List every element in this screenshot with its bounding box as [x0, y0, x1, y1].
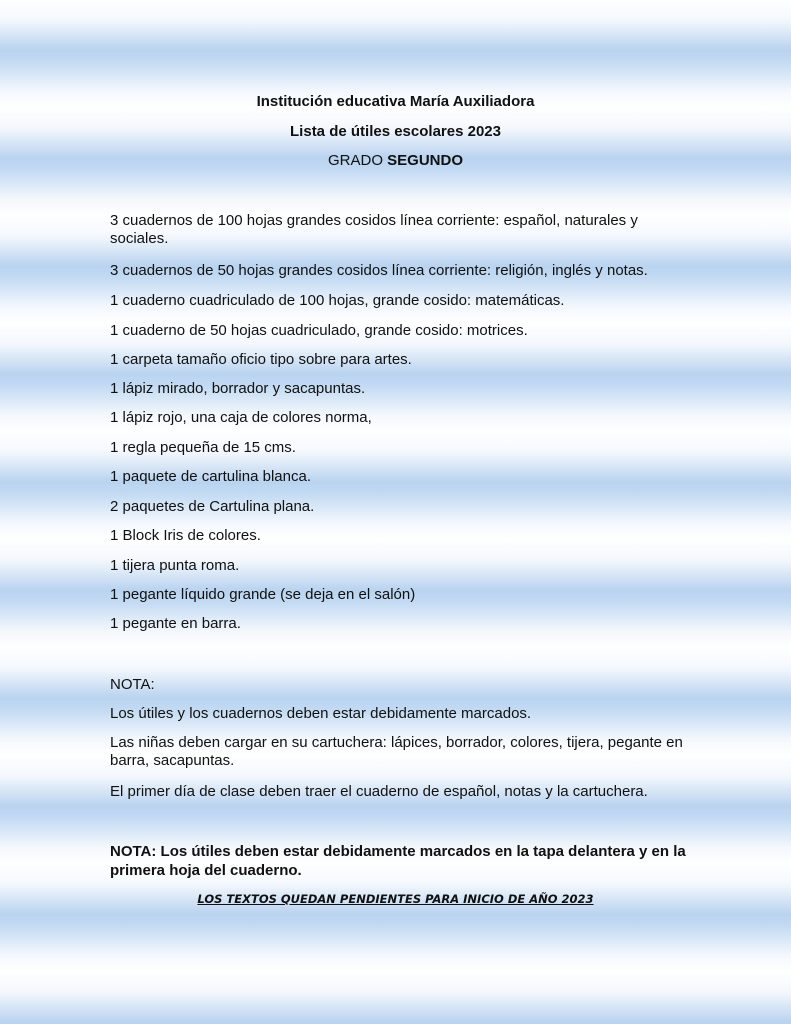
- note-heading: NOTA:: [110, 676, 155, 693]
- grade-line: [0, 152, 791, 169]
- list-item: 1 Block Iris de colores.: [110, 527, 261, 544]
- texts-notice: LOS TEXTOS QUEDAN PENDIENTES PARA INICIO DE AÑO 2023: [197, 892, 594, 906]
- list-item: 1 cuaderno de 50 hojas cuadriculado, grande cosido: motrices.: [110, 322, 528, 339]
- list-item: 2 paquetes de Cartulina plana.: [110, 498, 315, 515]
- note-line: Los útiles y los cuadernos deben estar debidamente marcados.: [110, 705, 532, 722]
- list-item: 1 pegante en barra.: [110, 615, 241, 632]
- list-item: 1 pegante líquido grande (se deja en el salón): [110, 586, 416, 603]
- list-item: 3 cuadernos de 50 hojas grandes cosidos línea corriente: religión, inglés y notas.: [110, 262, 648, 279]
- list-item: 1 cuaderno cuadriculado de 100 hojas, grande cosido: matemáticas.: [110, 292, 565, 309]
- list-item: 1 carpeta tamaño oficio tipo sobre para artes.: [110, 351, 412, 368]
- grade-prefix: GRADO: [327, 152, 383, 169]
- list-title: Lista de útiles escolares 2023: [290, 123, 501, 140]
- list-item: 3 cuadernos de 100 hojas grandes cosidos línea corriente: español, naturales y sociales.: [110, 212, 638, 247]
- list-item: 1 tijera punta roma.: [110, 557, 240, 574]
- list-item: 1 lápiz mirado, borrador y sacapuntas.: [110, 380, 366, 397]
- institution-name: Institución educativa María Auxiliadora: [256, 93, 535, 110]
- grade-name: SEGUNDO: [387, 152, 464, 169]
- list-item: 1 paquete de cartulina blanca.: [110, 468, 311, 485]
- final-note: NOTA: Los útiles deben estar debidamente marcados en la tapa delantera y en la primera hoja del cuaderno.: [110, 843, 686, 879]
- list-item: 1 regla pequeña de 15 cms.: [110, 439, 296, 456]
- note-line: El primer día de clase deben traer el cuaderno de español, notas y la cartuchera.: [110, 783, 648, 800]
- note-line: Las niñas deben cargar en su cartuchera: lápices, borrador, colores, tijera, pegante en barra, sacapuntas.: [110, 734, 683, 769]
- list-item: 1 lápiz rojo, una caja de colores norma,: [110, 409, 372, 426]
